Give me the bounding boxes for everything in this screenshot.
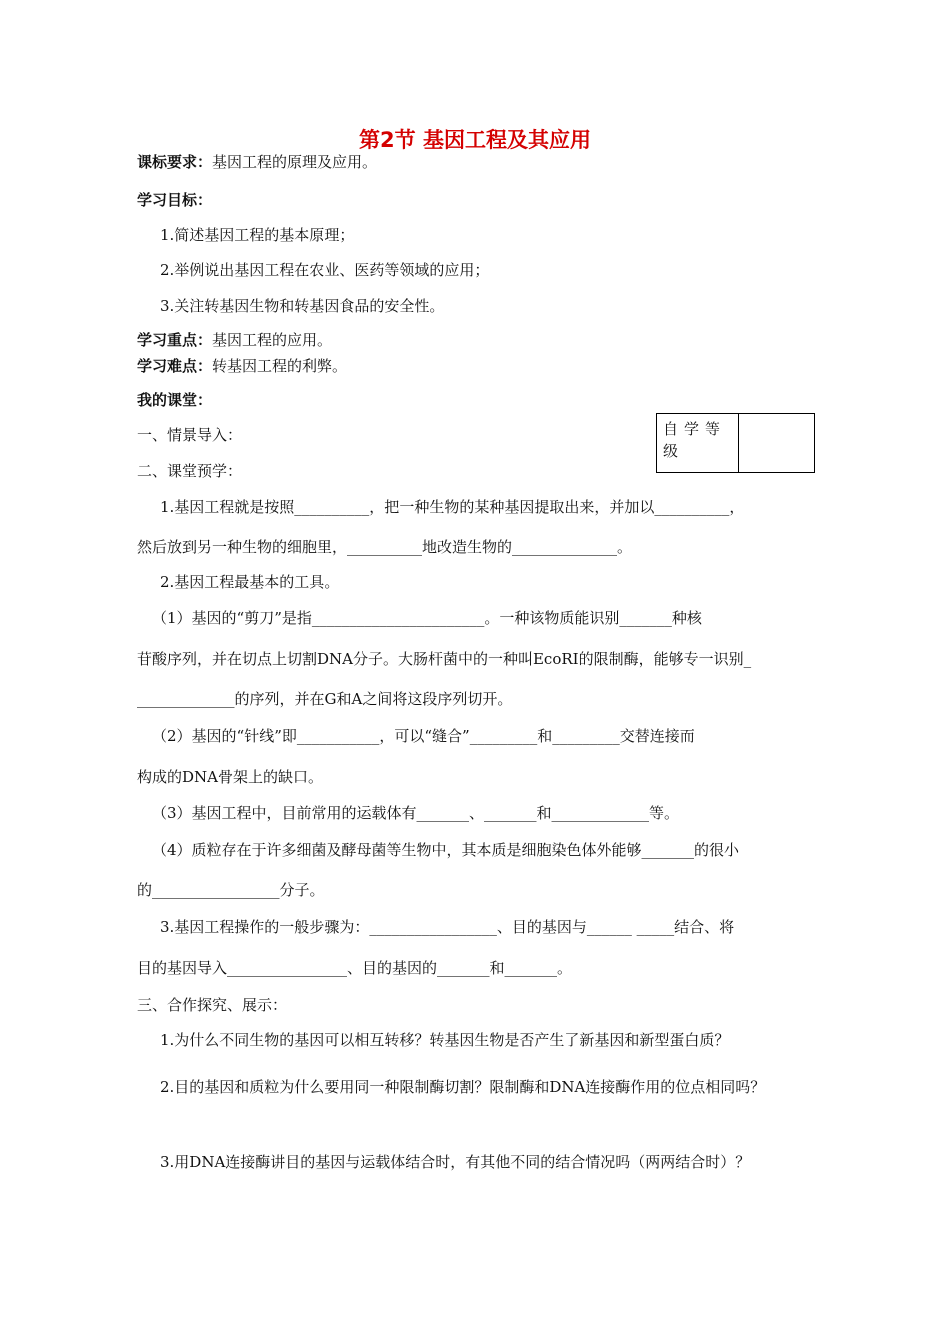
prestudy-line: 然后放到另一种生物的细胞里，__________地改造生物的______________。 (137, 538, 633, 556)
prestudy-line: （2）基因的“针线”即___________，可以“缝合”_________和_________交替连接而 (152, 727, 695, 745)
grade-value-field[interactable] (739, 414, 815, 473)
zhongdian-text: 基因工程的应用。 (212, 331, 333, 349)
nandian-label: 学习难点： (137, 357, 213, 375)
goal-item: 1.简述基因工程的基本原理； (160, 226, 355, 244)
prestudy-line: 苷酸序列，并在切点上切割DNA分子。大肠杆菌中的一种叫EcoRI的限制酶，能够专一识别_ (137, 650, 752, 668)
kebiao-row (137, 152, 377, 172)
prestudy-line: 目的基因导入________________、目的基因的_______和_______。 (137, 959, 573, 977)
grade-label: 自学等级 (657, 414, 739, 473)
section-heading: 三、合作探究、展示： (137, 996, 288, 1014)
prestudy-line: （1）基因的“剪刀”是指_______________________。一种该物质能识别_______种核 (152, 609, 702, 627)
ketang-label: 我的课堂： (137, 391, 213, 409)
prestudy-line: 2.基因工程最基本的工具。 (160, 573, 340, 591)
zhongdian-label: 学习重点： (137, 331, 213, 349)
prestudy-line: （3）基因工程中，目前常用的运载体有_______、_______和_____________等。 (152, 804, 680, 822)
goal-item: 3.关注转基因生物和转基因食品的安全性。 (160, 297, 445, 315)
kebiao-text: 基因工程的原理及应用。 (212, 153, 378, 171)
grade-box (656, 413, 815, 473)
prestudy-line: 的_________________分子。 (137, 881, 325, 899)
nandian-row (137, 356, 347, 376)
explore-question: 1.为什么不同生物的基因可以相互转移？转基因生物是否产生了新基因和新型蛋白质？ (160, 1031, 730, 1049)
explore-question: 3.用DNA连接酶讲目的基因与运载体结合时，有其他不同的结合情况吗（两两结合时）？ (160, 1153, 751, 1171)
prestudy-line: 3.基因工程操作的一般步骤为：_________________、目的基因与______ _____结合、将 (160, 918, 735, 936)
page-title: 第2节 基因工程及其应用 (359, 128, 591, 152)
prestudy-line: _____________的序列，并在G和A之间将这段序列切开。 (137, 690, 513, 708)
section-heading: 二、课堂预学： (137, 462, 243, 480)
prestudy-line: （4）质粒存在于许多细菌及酵母菌等生物中，其本质是细胞染色体外能够_______的很小 (152, 841, 740, 859)
prestudy-line: 1.基因工程就是按照__________，把一种生物的某种基因提取出来，并加以__________， (160, 498, 745, 516)
mubiao-label: 学习目标： (137, 191, 213, 209)
section-heading: 一、情景导入： (137, 426, 243, 444)
goal-item: 2.举例说出基因工程在农业、医药等领域的应用； (160, 261, 490, 279)
nandian-text: 转基因工程的利弊。 (212, 357, 348, 375)
explore-question: 2.目的基因和质粒为什么要用同一种限制酶切割？限制酶和DNA连接酶作用的位点相同吗？ (160, 1078, 766, 1096)
zhongdian-row (137, 330, 332, 350)
kebiao-label: 课标要求： (137, 153, 213, 171)
prestudy-line: 构成的DNA骨架上的缺口。 (137, 768, 323, 786)
